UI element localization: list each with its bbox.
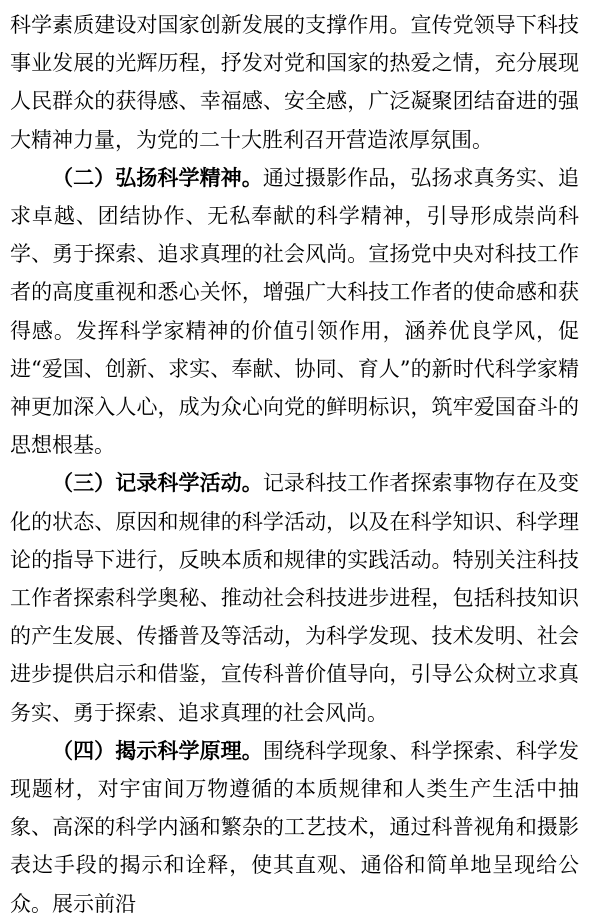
paragraph-body: 围绕科学现象、科学探索、科学发现题材，对宇宙间万物遵循的本质规律和人类生产生活中抽象、高深的科学内涵和繁杂的工艺技术，通过科普视角和摄影表达手段的揭示和诠释，使其直观、通俗和简单地呈现给公众。展示前沿 (10, 738, 580, 916)
paragraph-body: 科学素质建设对国家创新发展的支撑作用。宣传党领导下科技事业发展的光辉历程，抒发对党和国家的热爱之情，充分展现人民群众的获得感、幸福感、安全感，广泛凝聚团结奋进的强大精神力量，为党的二十大胜利召开营造浓厚氛围。 (10, 13, 579, 152)
paragraph-body: 记录科技工作者探索事物存在及变化的状态、原因和规律的科学活动，以及在科学知识、科学理论的指导下进行，反映本质和规律的实践活动。特别关注科技工作者探索科学奥秘、推动社会科技进步进程，包括科技知识的产生发展、传播普及等活动，为科学发现、技术发明、社会进步提供启示和借鉴，宣传科普价值导向，引导公众树立求真务实、勇于探索、追求真理的社会风尚。 (10, 471, 580, 725)
section-heading: （二）弘扬科学精神。 (52, 165, 263, 190)
paragraph-scientific-spirit (10, 159, 579, 465)
paragraph-scientific-principles (10, 732, 579, 923)
section-heading: （三）记录科学活动。 (52, 471, 263, 496)
paragraph-scientific-activities (10, 464, 579, 731)
paragraph-body: 通过摄影作品，弘扬求真务实、追求卓越、团结协作、无私奉献的科学精神，引导形成崇尚科学、勇于探索、追求真理的社会风尚。宣扬党中央对科技工作者的高度重视和悉心关怀，增强广大科技工作者的使命感和获得感。发挥科学家精神的价值引领作用，涵养优良学风，促进“爱国、创新、求实、奉献、协同、育人”的新时代科学家精神更加深入人心，成为众心向党的鲜明标识，筑牢爱国奋斗的思想根基。 (10, 165, 580, 458)
section-heading: （四）揭示科学原理。 (52, 738, 263, 763)
paragraph-continuation (10, 6, 579, 159)
